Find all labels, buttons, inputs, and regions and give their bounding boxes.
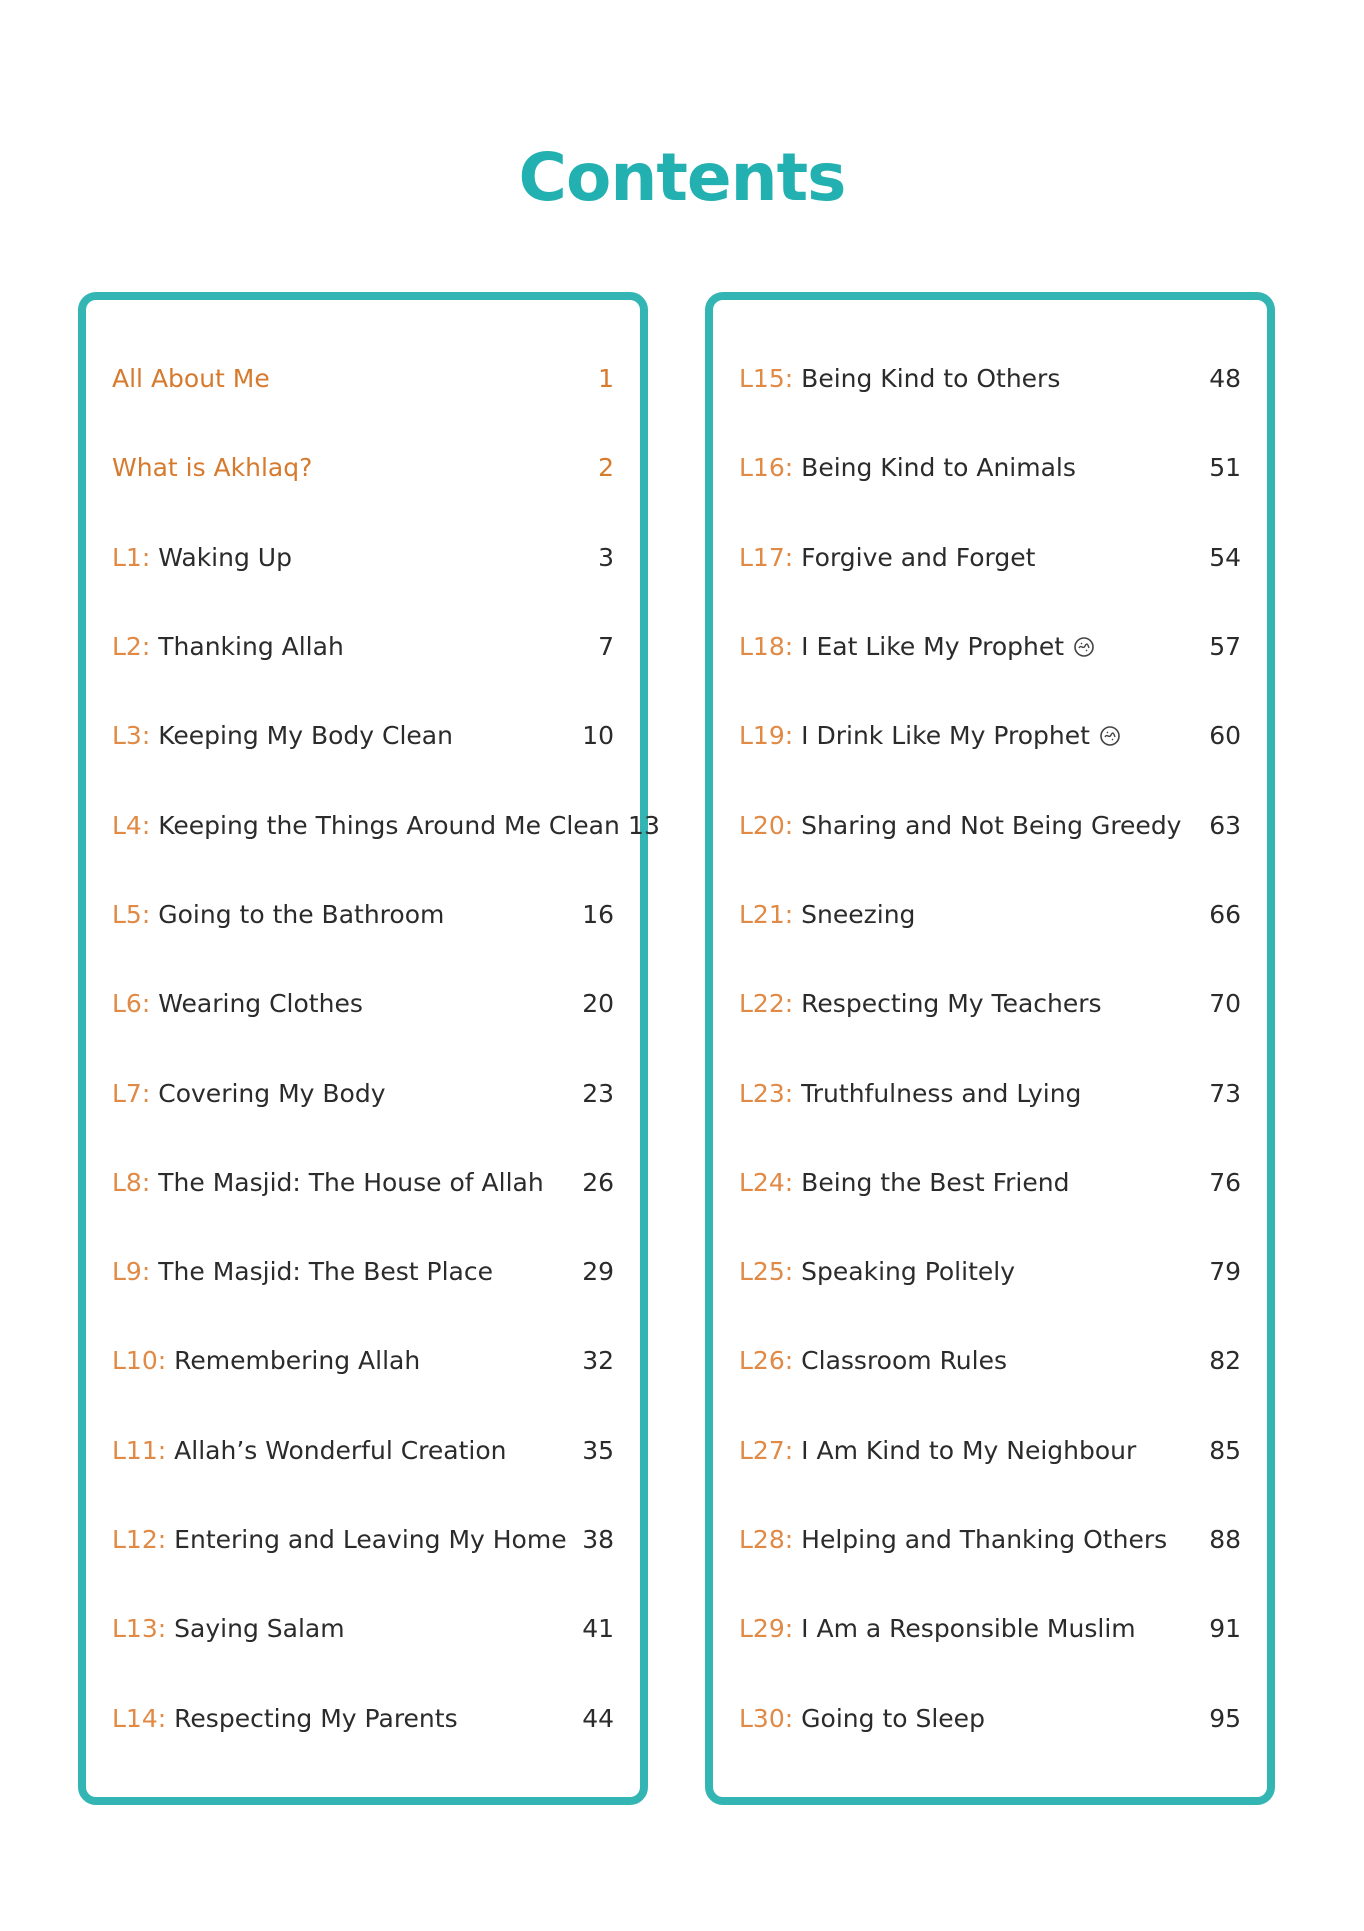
page-number: 38	[582, 1525, 614, 1554]
page-number: 26	[582, 1167, 614, 1197]
lesson-code: L14:	[112, 1703, 167, 1733]
lesson-code: L16:	[739, 453, 794, 483]
lesson-code: L23:	[739, 1078, 794, 1108]
contents-panel-right	[705, 292, 1275, 1805]
lesson-code: L1:	[112, 542, 151, 572]
toc-entry-title	[112, 632, 344, 661]
lesson-code: L6:	[112, 989, 151, 1019]
lesson-code: L13:	[112, 1614, 167, 1644]
lesson-code: L12:	[112, 1525, 167, 1554]
honorific-icon	[1098, 724, 1122, 748]
lesson-title: Thanking Allah	[158, 632, 344, 662]
toc-entry-title	[739, 453, 1076, 482]
page-number: 82	[1209, 1346, 1241, 1376]
page-number: 73	[1209, 1078, 1241, 1108]
lesson-code: L15:	[739, 364, 794, 394]
toc-entry-title	[112, 364, 270, 393]
toc-entry[interactable]	[112, 602, 614, 691]
toc-entry[interactable]	[739, 780, 1241, 869]
toc-entry[interactable]	[112, 1584, 614, 1673]
toc-entry-title	[112, 543, 292, 572]
page-number: 1	[598, 364, 614, 394]
page-number: 88	[1209, 1525, 1241, 1554]
lesson-title: Being Kind to Others	[801, 364, 1061, 394]
lesson-title: Keeping My Body Clean	[158, 721, 453, 751]
toc-entry[interactable]	[112, 1406, 614, 1495]
toc-entry[interactable]	[739, 513, 1241, 602]
lesson-code: L17:	[739, 542, 794, 572]
page-number: 44	[582, 1703, 614, 1733]
lesson-code: L20:	[739, 810, 794, 840]
toc-entry[interactable]	[739, 1406, 1241, 1495]
toc-entry-title	[739, 543, 1035, 572]
lesson-title: Sneezing	[801, 899, 916, 929]
lesson-title: Forgive and Forget	[801, 542, 1036, 572]
lesson-code: L7:	[112, 1078, 151, 1108]
lesson-code: L9:	[112, 1257, 151, 1287]
toc-entry-title	[112, 1704, 458, 1733]
lesson-title: I Drink Like My Prophet	[801, 721, 1090, 751]
contents-list-left	[112, 334, 660, 1763]
lesson-title: Being the Best Friend	[801, 1167, 1070, 1197]
toc-entry[interactable]	[739, 870, 1241, 959]
toc-entry[interactable]	[112, 334, 614, 423]
lesson-title: I Eat Like My Prophet	[801, 632, 1065, 662]
page-number: 29	[582, 1257, 614, 1287]
lesson-title: Saying Salam	[174, 1614, 345, 1644]
toc-entry-title	[112, 1436, 506, 1465]
lesson-code: L27:	[739, 1435, 794, 1465]
lesson-title: Being Kind to Animals	[801, 453, 1076, 483]
lesson-code: L30:	[739, 1703, 794, 1733]
page-number: 7	[598, 632, 614, 662]
toc-entry[interactable]	[739, 602, 1241, 691]
toc-entry[interactable]	[112, 959, 614, 1048]
lesson-title: Speaking Politely	[801, 1257, 1015, 1287]
toc-entry[interactable]	[739, 691, 1241, 780]
contents-list-right	[739, 334, 1241, 1763]
toc-entry-title	[739, 632, 1096, 661]
page-number: 51	[1209, 453, 1241, 483]
page-number: 20	[582, 989, 614, 1019]
toc-entry-title	[739, 1436, 1136, 1465]
toc-entry[interactable]	[739, 1048, 1241, 1137]
toc-entry[interactable]	[112, 780, 660, 869]
toc-entry-title	[739, 811, 1181, 840]
toc-entry[interactable]	[739, 959, 1241, 1048]
lesson-title: Covering My Body	[158, 1078, 386, 1108]
lesson-title: Truthfulness and Lying	[801, 1078, 1082, 1108]
toc-entry[interactable]	[112, 1316, 614, 1405]
page-number: 76	[1209, 1167, 1241, 1197]
toc-entry-title	[112, 1614, 345, 1643]
lesson-code: L22:	[739, 989, 794, 1019]
page-number: 48	[1209, 364, 1241, 394]
lesson-title: Sharing and Not Being Greedy	[801, 810, 1182, 840]
page-number: 70	[1209, 989, 1241, 1019]
lesson-title: Allah’s Wonderful Creation	[174, 1435, 507, 1465]
lesson-title: All About Me	[112, 364, 270, 394]
toc-entry-title	[739, 1257, 1015, 1286]
toc-entry-title	[112, 721, 453, 750]
lesson-title: Keeping the Things Around Me Clean	[158, 810, 620, 840]
toc-entry[interactable]	[739, 334, 1241, 423]
lesson-code: L29:	[739, 1614, 794, 1644]
lesson-title: The Masjid: The House of Allah	[158, 1167, 544, 1197]
toc-entry[interactable]	[739, 1227, 1241, 1316]
toc-entry[interactable]	[112, 1048, 614, 1137]
toc-entry-title	[739, 989, 1102, 1018]
lesson-title: I Am a Responsible Muslim	[801, 1614, 1136, 1644]
toc-entry-title	[739, 1168, 1069, 1197]
page-number: 85	[1209, 1435, 1241, 1465]
lesson-title: What is Akhlaq?	[112, 453, 313, 483]
lesson-code: L24:	[739, 1167, 794, 1197]
toc-entry[interactable]	[739, 1138, 1241, 1227]
page-number: 41	[582, 1614, 614, 1644]
toc-entry-title	[112, 989, 363, 1018]
lesson-title: I Am Kind to My Neighbour	[801, 1435, 1137, 1465]
contents-panel-left	[78, 292, 660, 1805]
toc-entry[interactable]	[739, 423, 1241, 512]
lesson-code: L26:	[739, 1346, 794, 1376]
lesson-title: Wearing Clothes	[158, 989, 363, 1019]
lesson-title: Remembering Allah	[174, 1346, 421, 1376]
page-number: 16	[582, 899, 614, 929]
toc-entry-title	[739, 1704, 985, 1733]
toc-entry-title	[112, 453, 312, 482]
lesson-code: L4:	[112, 810, 151, 840]
toc-entry[interactable]	[112, 513, 614, 602]
lesson-code: L18:	[739, 632, 794, 662]
lesson-code: L10:	[112, 1346, 167, 1376]
page-number: 91	[1209, 1614, 1241, 1644]
lesson-title: Helping and Thanking Others	[801, 1525, 1168, 1554]
page-number: 54	[1209, 542, 1241, 572]
toc-entry[interactable]	[739, 1673, 1241, 1762]
page-number: 2	[598, 453, 614, 483]
page-number: 23	[582, 1078, 614, 1108]
lesson-code: L25:	[739, 1257, 794, 1287]
toc-entry-title	[112, 811, 620, 840]
toc-entry[interactable]	[739, 1584, 1241, 1673]
page-number: 63	[1209, 810, 1241, 840]
toc-entry[interactable]	[112, 1227, 614, 1316]
lesson-code: L19:	[739, 721, 794, 751]
page-number: 95	[1209, 1703, 1241, 1733]
toc-entry[interactable]	[739, 1316, 1241, 1405]
lesson-code: L28:	[739, 1525, 794, 1554]
page-number: 10	[582, 721, 614, 751]
toc-entry-title	[739, 1614, 1136, 1643]
toc-entry[interactable]	[112, 1673, 614, 1762]
lesson-title: Going to Sleep	[801, 1703, 985, 1733]
lesson-title: Entering and Leaving My Home	[174, 1525, 567, 1554]
toc-entry-title	[112, 900, 444, 929]
page-title: Contents	[518, 139, 846, 216]
lesson-code: L2:	[112, 632, 151, 662]
page-number: 13	[628, 810, 660, 840]
toc-entry[interactable]	[739, 1495, 1241, 1584]
toc-entry[interactable]	[112, 1138, 614, 1227]
toc-entry-title	[112, 1346, 420, 1375]
page-number: 3	[598, 542, 614, 572]
toc-entry-title	[112, 1079, 386, 1108]
toc-entry[interactable]	[112, 691, 614, 780]
page-number: 79	[1209, 1257, 1241, 1287]
toc-entry-title	[739, 1525, 1167, 1554]
lesson-title: Going to the Bathroom	[158, 899, 445, 929]
page-number: 66	[1209, 899, 1241, 929]
honorific-icon	[1072, 635, 1096, 659]
page-number: 35	[582, 1435, 614, 1465]
page-number: 57	[1209, 632, 1241, 662]
lesson-code: L5:	[112, 899, 151, 929]
toc-entry-title	[739, 364, 1060, 393]
toc-entry[interactable]	[112, 423, 614, 512]
lesson-code: L3:	[112, 721, 151, 751]
toc-entry-title	[112, 1257, 493, 1286]
lesson-title: Respecting My Teachers	[801, 989, 1102, 1019]
lesson-title: The Masjid: The Best Place	[158, 1257, 493, 1287]
toc-entry-title	[739, 721, 1122, 750]
lesson-title: Respecting My Parents	[174, 1703, 458, 1733]
toc-entry-title	[112, 1168, 544, 1197]
toc-entry-title	[112, 1525, 567, 1554]
lesson-title: Classroom Rules	[801, 1346, 1008, 1376]
lesson-code: L21:	[739, 899, 794, 929]
toc-entry[interactable]	[112, 870, 614, 959]
toc-entry-title	[739, 900, 915, 929]
toc-entry[interactable]	[112, 1495, 614, 1584]
page-number: 32	[582, 1346, 614, 1376]
toc-entry-title	[739, 1346, 1007, 1375]
toc-entry-title	[739, 1079, 1081, 1108]
lesson-title: Waking Up	[158, 542, 292, 572]
page-number: 60	[1209, 721, 1241, 751]
lesson-code: L11:	[112, 1435, 167, 1465]
lesson-code: L8:	[112, 1167, 151, 1197]
